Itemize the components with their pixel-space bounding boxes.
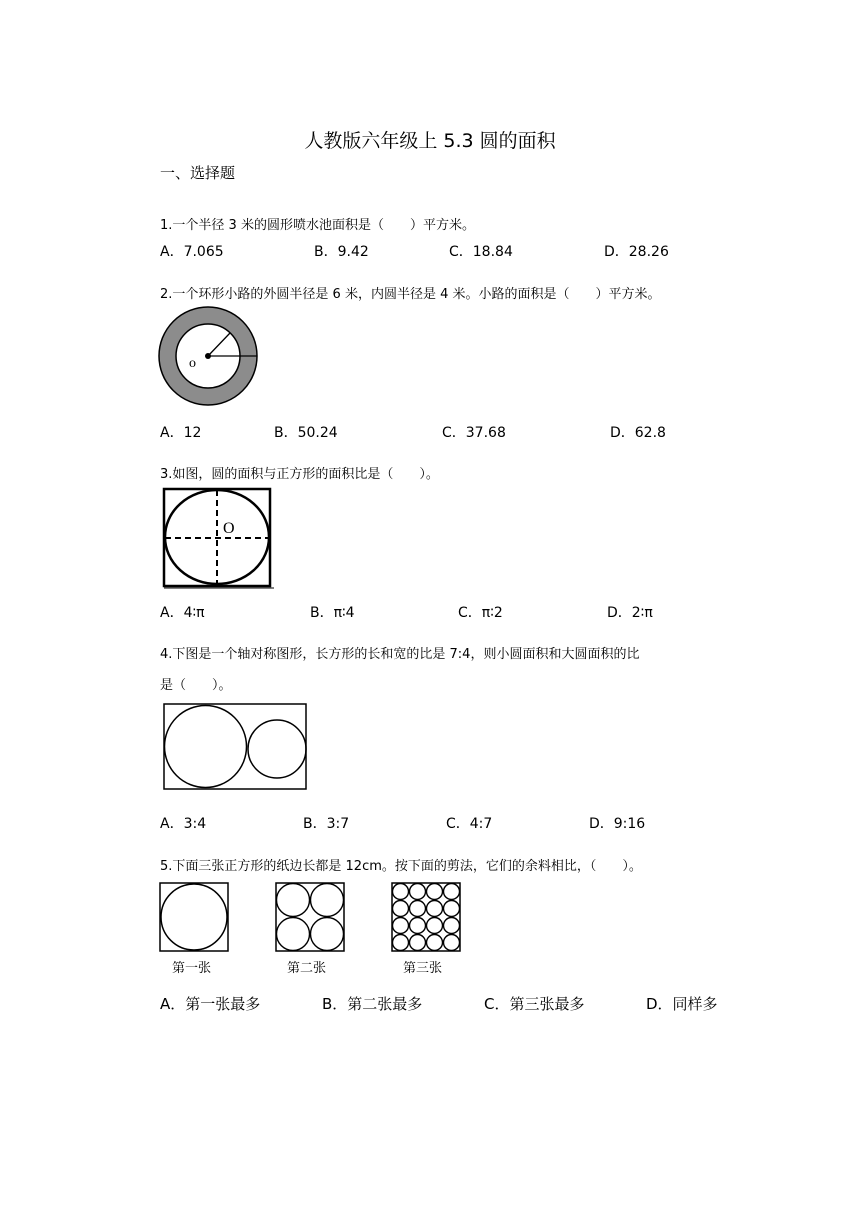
question-5-option-c[interactable]: C．第三张最多 [484, 995, 585, 1013]
cut-circle [410, 918, 426, 934]
cut-circle [277, 884, 310, 917]
question-4-option-c[interactable]: C．4:7 [446, 816, 493, 832]
paper-3-figure [391, 882, 463, 954]
paper-2-figure [275, 882, 347, 954]
paper-3-caption: 第三张 [403, 961, 443, 976]
question-1-option-d[interactable]: D．28.26 [604, 244, 669, 260]
cut-circle [427, 884, 443, 900]
paper-1-figure [159, 882, 231, 954]
cut-circle [444, 884, 460, 900]
large-circle [165, 706, 247, 788]
question-2-option-c[interactable]: C．37.68 [442, 425, 506, 441]
cut-circle [393, 935, 409, 951]
cut-circle [311, 884, 344, 917]
paper-1-caption: 第一张 [172, 961, 212, 976]
page-title: 人教版六年级上 5.3 圆的面积 [304, 130, 556, 152]
center-label: o [189, 356, 196, 371]
center-label: O [223, 520, 235, 537]
cut-circle [161, 884, 227, 950]
question-3-option-b[interactable]: B．π∶4 [310, 605, 355, 621]
question-4-text-line-1: 4.下图是一个轴对称图形，长方形的长和宽的比是 7:4，则小圆面积和大圆面积的比 [160, 647, 640, 662]
paper-square [276, 883, 344, 951]
circle-in-square-figure [162, 487, 276, 591]
cut-circle [444, 935, 460, 951]
question-2-option-a[interactable]: A．12 [160, 425, 202, 441]
question-2-option-d[interactable]: D．62.8 [610, 425, 666, 441]
question-4-option-a[interactable]: A．3:4 [160, 816, 207, 832]
question-5-option-b[interactable]: B．第二张最多 [322, 995, 423, 1013]
question-4-text-line-2: 是（ ）。 [160, 678, 232, 693]
cut-circles-2x2 [277, 884, 344, 951]
question-3-option-c[interactable]: C．π∶2 [458, 605, 503, 621]
annulus-figure [157, 305, 261, 409]
small-circle [248, 720, 306, 778]
question-5-option-a[interactable]: A．第一张最多 [160, 995, 261, 1013]
question-4-option-d[interactable]: D．9:16 [589, 816, 646, 832]
question-2-text: 2.一个环形小路的外圆半径是 6 米，内圆半径是 4 米。小路的面积是（ ）平方米。 [160, 287, 661, 302]
question-5-option-d[interactable]: D．同样多 [646, 995, 718, 1013]
cut-circle [427, 918, 443, 934]
cut-circle [410, 901, 426, 917]
cut-circle [393, 901, 409, 917]
cut-circle [427, 901, 443, 917]
cut-circle [311, 918, 344, 951]
question-4-option-b[interactable]: B．3:7 [303, 816, 350, 832]
two-circles-rectangle-figure [162, 702, 310, 792]
cut-circle [444, 901, 460, 917]
cut-circle [393, 918, 409, 934]
cut-circle [277, 918, 310, 951]
paper-2-caption: 第二张 [287, 961, 327, 976]
question-3-option-a[interactable]: A．4∶π [160, 605, 205, 621]
cut-circle [410, 884, 426, 900]
question-1-option-a[interactable]: A．7.065 [160, 244, 224, 260]
question-1-option-c[interactable]: C．18.84 [449, 244, 513, 260]
cut-circle [444, 918, 460, 934]
cut-circle [410, 935, 426, 951]
question-3-option-d[interactable]: D．2∶π [607, 605, 653, 621]
cut-circle [393, 884, 409, 900]
section-heading: 一、选择题 [160, 164, 236, 182]
cut-circle [427, 935, 443, 951]
question-3-text: 3.如图，圆的面积与正方形的面积比是（ ）。 [160, 467, 439, 482]
question-5-text: 5.下面三张正方形的纸边长都是 12cm。按下面的剪法，它们的余料相比，（ ）。 [160, 859, 642, 874]
center-point [205, 353, 211, 359]
question-2-option-b[interactable]: B．50.24 [274, 425, 338, 441]
question-1-text: 1.一个半径 3 米的圆形喷水池面积是（ ）平方米。 [160, 218, 475, 233]
question-1-option-b[interactable]: B．9.42 [314, 244, 369, 260]
cut-circles-4x4 [393, 884, 460, 951]
